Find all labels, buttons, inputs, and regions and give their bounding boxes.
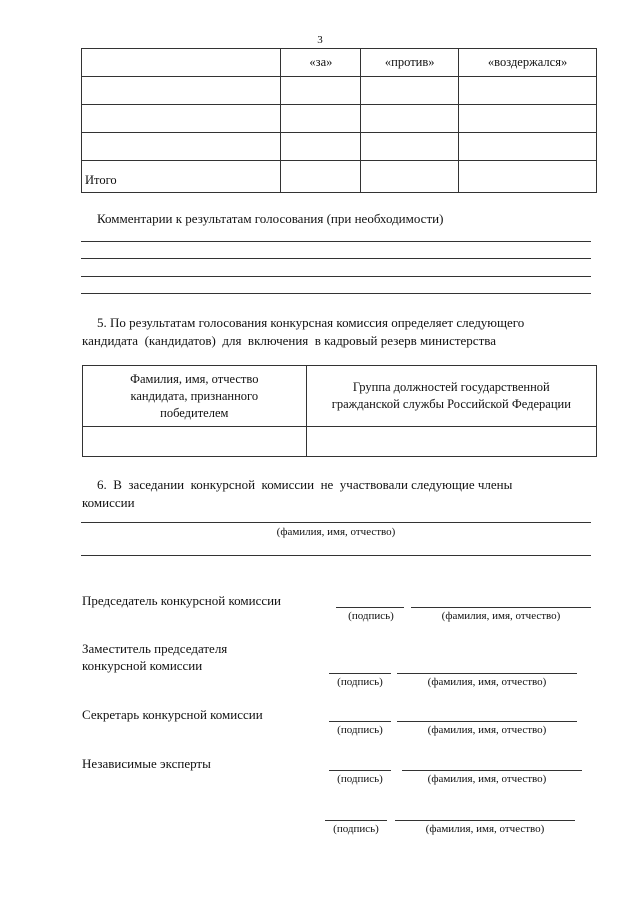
secretary-label: Секретарь конкурсной комиссии bbox=[82, 707, 263, 722]
table-cell bbox=[82, 77, 281, 105]
name-line bbox=[411, 607, 591, 608]
table-cell bbox=[83, 427, 307, 457]
table-cell bbox=[281, 133, 361, 161]
signature-line bbox=[329, 673, 391, 674]
signature-line bbox=[329, 770, 391, 771]
name-caption: (фамилия, имя, отчество) bbox=[427, 724, 547, 736]
total-label: Итого bbox=[82, 161, 281, 193]
table-cell bbox=[361, 105, 459, 133]
name-caption: (фамилия, имя, отчество) bbox=[425, 823, 545, 835]
vote-table-header bbox=[82, 49, 597, 77]
name-line bbox=[397, 673, 577, 674]
candidate-header-group: Группа должностей государственной гражданской службы Российской Федерации bbox=[331, 380, 571, 411]
candidate-table-header bbox=[83, 366, 597, 427]
vote-header-abstain: «воздержался» bbox=[459, 49, 597, 77]
table-row bbox=[82, 133, 597, 161]
comment-line bbox=[81, 276, 591, 277]
table-cell bbox=[82, 105, 281, 133]
signature-caption: (подпись) bbox=[337, 676, 383, 688]
signature-line bbox=[329, 721, 391, 722]
absent-members-caption: (фамилия, имя, отчество) bbox=[276, 526, 396, 538]
section6-line2: комиссии bbox=[82, 495, 135, 510]
name-caption: (фамилия, имя, отчество) bbox=[427, 676, 547, 688]
table-cell bbox=[82, 133, 281, 161]
vote-results-table bbox=[81, 48, 597, 193]
absent-members-line bbox=[81, 522, 591, 523]
candidate-header-name: Фамилия, имя, отчество кандидата, признанного победителем bbox=[130, 371, 259, 420]
table-cell bbox=[459, 133, 597, 161]
vote-table-total-row bbox=[82, 161, 597, 193]
name-line bbox=[402, 770, 582, 771]
table-cell bbox=[281, 105, 361, 133]
name-line bbox=[397, 721, 577, 722]
vote-header-for: «за» bbox=[281, 49, 361, 77]
section5-line1: 5. По результатам голосования конкурсная комиссия определяет следующего bbox=[97, 315, 525, 330]
table-row bbox=[82, 105, 597, 133]
table-cell bbox=[459, 105, 597, 133]
deputy-label-line2: конкурсной комиссии bbox=[82, 658, 203, 673]
signature-caption: (подпись) bbox=[337, 773, 383, 785]
signature-caption: (подпись) bbox=[333, 823, 379, 835]
section6-line1: 6. В заседании конкурсной комиссии не участвовали следующие члены bbox=[97, 477, 513, 492]
comment-line bbox=[81, 258, 591, 259]
table-cell bbox=[306, 427, 596, 457]
vote-header-name bbox=[82, 49, 281, 77]
table-cell bbox=[361, 77, 459, 105]
absent-members-line bbox=[81, 555, 591, 556]
table-cell bbox=[361, 161, 459, 193]
signature-caption: (подпись) bbox=[348, 610, 394, 622]
table-cell bbox=[281, 161, 361, 193]
signature-line bbox=[336, 607, 404, 608]
table-row bbox=[83, 427, 597, 457]
table-cell bbox=[281, 77, 361, 105]
section5-line2: кандидата (кандидатов) для включения в кадровый резерв министерства bbox=[82, 333, 496, 348]
deputy-label-line1: Заместитель председателя bbox=[82, 641, 228, 656]
name-caption: (фамилия, имя, отчество) bbox=[441, 610, 561, 622]
table-cell bbox=[361, 133, 459, 161]
page-number: 3 bbox=[317, 34, 323, 46]
table-row bbox=[82, 77, 597, 105]
signature-line bbox=[325, 820, 387, 821]
comment-line bbox=[81, 293, 591, 294]
name-line bbox=[395, 820, 575, 821]
name-caption: (фамилия, имя, отчество) bbox=[427, 773, 547, 785]
signature-caption: (подпись) bbox=[337, 724, 383, 736]
candidate-table bbox=[82, 365, 597, 457]
vote-header-against: «против» bbox=[361, 49, 459, 77]
chairman-label: Председатель конкурсной комиссии bbox=[82, 593, 282, 608]
experts-label: Независимые эксперты bbox=[82, 756, 211, 771]
comments-label: Комментарии к результатам голосования (при необходимости) bbox=[97, 211, 444, 226]
table-cell bbox=[459, 161, 597, 193]
table-cell bbox=[459, 77, 597, 105]
comment-line bbox=[81, 241, 591, 242]
